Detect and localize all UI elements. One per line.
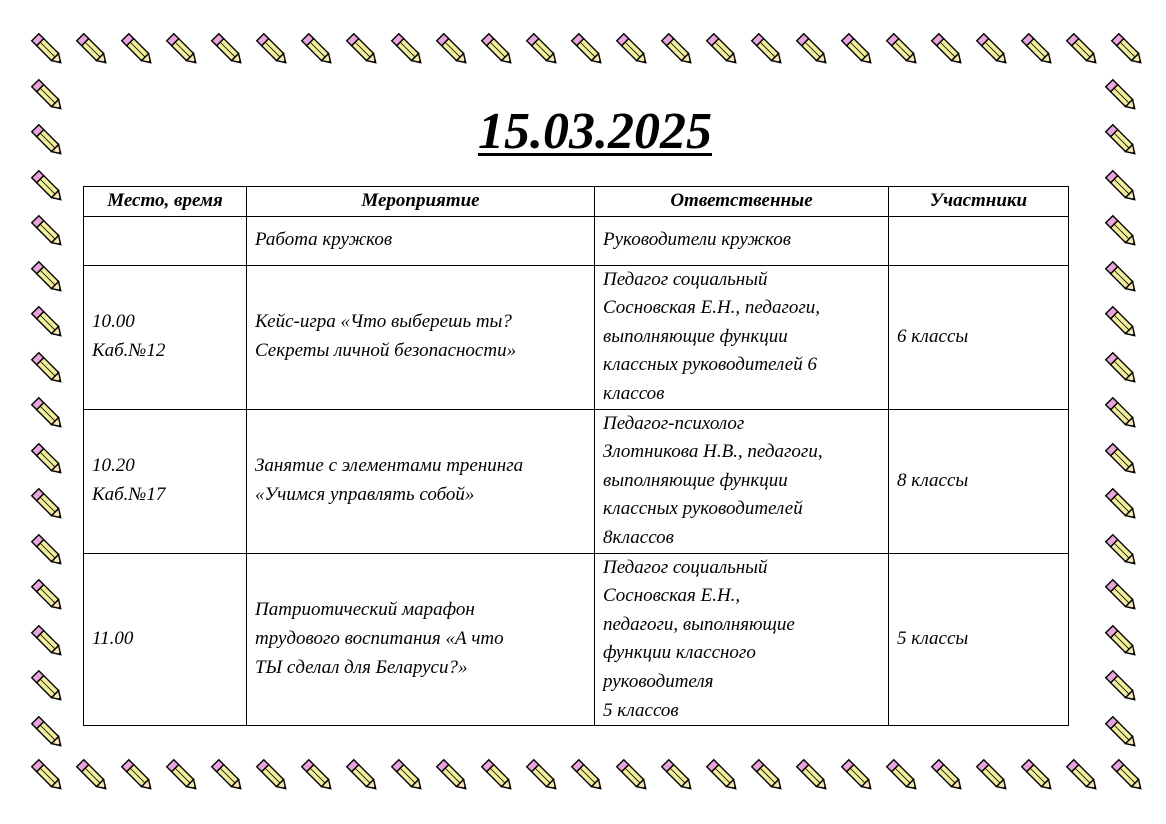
cell-participants <box>889 265 1069 409</box>
pencil-icon <box>26 711 70 755</box>
header-event: Мероприятие <box>247 187 595 217</box>
pencil-icon <box>251 28 295 72</box>
pencil-icon <box>701 754 745 798</box>
table-row <box>84 409 1069 553</box>
pencil-icon <box>161 28 205 72</box>
cell-place-time <box>84 265 247 409</box>
pencil-icon <box>1100 392 1144 436</box>
pencil-icon <box>566 754 610 798</box>
pencil-icon <box>1100 438 1144 482</box>
pencil-icon <box>26 210 70 254</box>
cell-event <box>247 409 595 553</box>
pencil-icon <box>26 347 70 391</box>
cell-responsible-line: выполняющие функции <box>603 325 788 347</box>
pencil-icon <box>521 28 565 72</box>
pencil-icon <box>1100 165 1144 209</box>
pencil-icon <box>26 392 70 436</box>
pencil-icon <box>791 28 835 72</box>
pencil-icon <box>656 754 700 798</box>
pencil-icon <box>1100 574 1144 618</box>
pencil-icon <box>926 28 970 72</box>
cell-place-time-line: 11.00 <box>92 628 134 650</box>
cell-responsible-line: Педагог-психолог <box>603 412 745 434</box>
pencil-icon <box>341 28 385 72</box>
pencil-icon <box>701 28 745 72</box>
pencil-icon <box>26 256 70 300</box>
pencil-icon <box>26 665 70 709</box>
cell-responsible-line: Руководители кружков <box>603 229 791 251</box>
pencil-icon <box>116 754 160 798</box>
cell-event-line: Кейс-игра «Что выберешь ты? <box>255 311 512 333</box>
cell-responsible-line: Сосновская Е.Н., педагоги, <box>603 297 821 319</box>
pencil-icon <box>1100 301 1144 345</box>
cell-participants <box>889 553 1069 726</box>
cell-participants <box>889 409 1069 553</box>
pencil-icon <box>611 754 655 798</box>
pencil-icon <box>836 28 880 72</box>
pencil-icon <box>26 28 70 72</box>
pencil-icon <box>746 754 790 798</box>
cell-participants <box>889 216 1069 265</box>
pencil-icon <box>926 754 970 798</box>
pencil-icon <box>431 754 475 798</box>
pencil-icon <box>26 754 70 798</box>
cell-responsible-line: 5 классов <box>603 699 679 721</box>
pencil-icon <box>71 754 115 798</box>
cell-responsible <box>595 553 889 726</box>
cell-event-line: Секреты личной безопасности» <box>255 340 517 362</box>
cell-event-line: «Учимся управлять собой» <box>255 484 475 506</box>
cell-responsible-line: Злотникова Н.В., педагоги, <box>603 441 823 463</box>
pencil-icon <box>26 165 70 209</box>
pencil-icon <box>1106 28 1150 72</box>
cell-event <box>247 265 595 409</box>
pencil-icon <box>1100 256 1144 300</box>
pencil-icon <box>26 483 70 527</box>
cell-participants-line: 8 классы <box>897 469 969 491</box>
cell-event-line: ТЫ сделал для Беларуси?» <box>255 656 468 678</box>
pencil-icon <box>1016 28 1060 72</box>
cell-responsible-line: выполняющие функции <box>603 469 788 491</box>
cell-responsible-line: Педагог социальный <box>603 268 768 290</box>
pencil-icon <box>206 754 250 798</box>
header-responsible: Ответственные <box>595 187 889 217</box>
pencil-icon <box>161 754 205 798</box>
cell-place-time-line: 10.20 <box>92 455 135 477</box>
cell-event-line: Работа кружков <box>255 229 393 251</box>
cell-place-time-line: Каб.№17 <box>92 484 166 506</box>
pencil-icon <box>791 754 835 798</box>
cell-responsible-line: функции классного <box>603 642 756 664</box>
pencil-icon <box>1100 483 1144 527</box>
pencil-icon <box>1061 28 1105 72</box>
pencil-icon <box>71 28 115 72</box>
cell-responsible <box>595 409 889 553</box>
pencil-icon <box>341 754 385 798</box>
cell-place-time <box>84 553 247 726</box>
pencil-icon <box>386 28 430 72</box>
pencil-icon <box>251 754 295 798</box>
pencil-icon <box>1100 210 1144 254</box>
cell-responsible <box>595 265 889 409</box>
pencil-icon <box>1100 620 1144 664</box>
pencil-icon <box>476 754 520 798</box>
cell-participants-line: 6 классы <box>897 325 969 347</box>
pencil-icon <box>971 28 1015 72</box>
pencil-icon <box>881 754 925 798</box>
cell-event-line: Занятие с элементами тренинга <box>255 455 524 477</box>
pencil-icon <box>611 28 655 72</box>
cell-responsible-line: 8классов <box>603 526 674 548</box>
table-row <box>84 265 1069 409</box>
pencil-icon <box>1061 754 1105 798</box>
cell-responsible-line: педагоги, выполняющие <box>603 613 795 635</box>
cell-responsible-line: классных руководителей 6 <box>603 354 817 376</box>
cell-place-time-line: 10.00 <box>92 311 135 333</box>
pencil-icon <box>431 28 475 72</box>
cell-responsible <box>595 216 889 265</box>
pencil-icon <box>26 620 70 664</box>
pencil-icon <box>1106 754 1150 798</box>
pencil-icon <box>296 28 340 72</box>
pencil-icon <box>566 28 610 72</box>
pencil-icon <box>206 28 250 72</box>
table-row <box>84 216 1069 265</box>
pencil-icon <box>521 754 565 798</box>
schedule-table <box>83 186 1069 726</box>
cell-responsible-line: классов <box>603 382 665 404</box>
pencil-icon <box>1100 347 1144 391</box>
pencil-icon <box>971 754 1015 798</box>
pencil-icon <box>1100 711 1144 755</box>
pencil-icon <box>116 28 160 72</box>
cell-participants-line: 5 классы <box>897 628 969 650</box>
pencil-icon <box>386 754 430 798</box>
pencil-icon <box>746 28 790 72</box>
cell-responsible-line: руководителя <box>603 670 714 692</box>
pencil-icon <box>26 301 70 345</box>
pencil-icon <box>836 754 880 798</box>
table-row <box>84 553 1069 726</box>
pencil-icon <box>296 754 340 798</box>
cell-place-time <box>84 409 247 553</box>
cell-responsible-line: классных руководителей <box>603 498 803 520</box>
pencil-icon <box>476 28 520 72</box>
table-header-row <box>84 187 1069 217</box>
pencil-icon <box>26 529 70 573</box>
header-participants: Участники <box>889 187 1069 217</box>
cell-place-time-line: Каб.№12 <box>92 340 166 362</box>
header-place-time: Место, время <box>84 187 247 217</box>
cell-event <box>247 216 595 265</box>
pencil-icon <box>1100 529 1144 573</box>
pencil-icon <box>881 28 925 72</box>
pencil-icon <box>26 574 70 618</box>
cell-event-line: трудового воспитания «А что <box>255 628 504 650</box>
cell-event-line: Патриотический марафон <box>255 599 475 621</box>
cell-event <box>247 553 595 726</box>
page-title <box>0 100 1166 164</box>
pencil-icon <box>26 438 70 482</box>
cell-responsible-line: Педагог социальный <box>603 556 768 578</box>
pencil-icon <box>1100 665 1144 709</box>
pencil-icon <box>1016 754 1060 798</box>
date-heading: 15.03.2025 <box>478 103 712 160</box>
cell-place-time <box>84 216 247 265</box>
pencil-icon <box>656 28 700 72</box>
cell-responsible-line: Сосновская Е.Н., <box>603 585 741 607</box>
